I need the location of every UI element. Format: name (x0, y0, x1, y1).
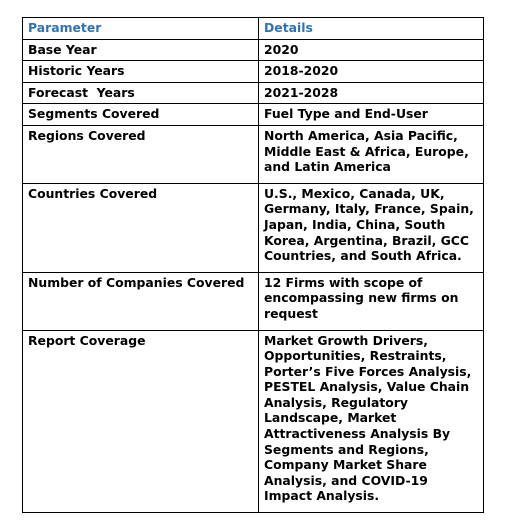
row-details: 2021-2028 (259, 82, 484, 104)
row-parameter: Historic Years (23, 61, 259, 83)
row-parameter: Base Year (23, 39, 259, 61)
row-details: 2018-2020 (259, 61, 484, 83)
header-details: Details (259, 18, 484, 40)
row-details: 12 Firms with scope of encompassing new firms on request (259, 272, 484, 330)
row-parameter: Regions Covered (23, 125, 259, 183)
table-header-row (23, 18, 484, 40)
row-parameter: Number of Companies Covered (23, 272, 259, 330)
row-parameter: Forecast Years (23, 82, 259, 104)
row-details: 2020 (259, 39, 484, 61)
row-details: Fuel Type and End-User (259, 104, 484, 126)
row-details: U.S., Mexico, Canada, UK, Germany, Italy, France, Spain, Japan, India, China, South Korea, Argentina, Brazil, GCC Countries, and South Africa. (259, 183, 484, 272)
table-row-forecast-years (23, 82, 484, 104)
row-details: Market Growth Drivers, Opportunities, Restraints, Porter’s Five Forces Analysis, PESTEL Analysis, Value Chain Analysis, Regulatory Landscape, Market Attractiveness Analysis By Segments and Regions, Company Market Share Analysis, and COVID-19 Impact Analysis. (259, 330, 484, 513)
report-parameters-table (22, 17, 484, 513)
row-parameter: Countries Covered (23, 183, 259, 272)
header-parameter: Parameter (23, 18, 259, 40)
table-row-historic-years (23, 61, 484, 83)
table-row-segments-covered (23, 104, 484, 126)
table-row-countries-covered (23, 183, 484, 272)
table-row-report-coverage (23, 330, 484, 513)
row-details: North America, Asia Pacific, Middle East & Africa, Europe, and Latin America (259, 125, 484, 183)
row-parameter: Segments Covered (23, 104, 259, 126)
table-row-base-year (23, 39, 484, 61)
row-parameter: Report Coverage (23, 330, 259, 513)
table-row-regions-covered (23, 125, 484, 183)
table-row-number-of-companies (23, 272, 484, 330)
